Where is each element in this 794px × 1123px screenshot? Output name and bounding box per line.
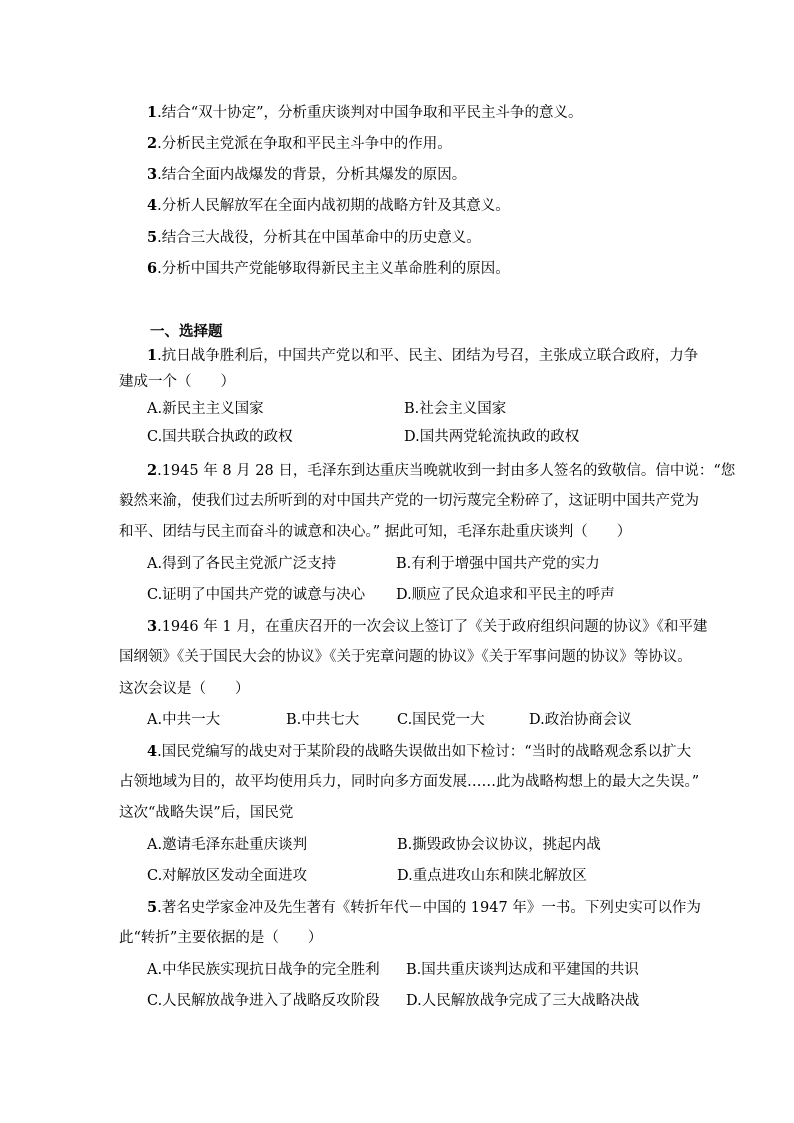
option-c: C.对解放区发动全面进攻 [147, 868, 308, 884]
option-a: A.邀请毛泽东赴重庆谈判 [147, 837, 308, 853]
review-point-number: 3 [147, 166, 158, 183]
question-line: 这次会议是（ ） [119, 681, 250, 697]
question-line: 这次“战略失误”后，国民党 [119, 805, 294, 821]
question-line: 和平、团结与民主而奋斗的诚意和决心。” 据此可知，毛泽东赴重庆谈判（ ） [119, 524, 632, 540]
option-c: C.人民解放战争进入了战略反攻阶段 [147, 993, 380, 1009]
question-number: 2 [147, 462, 158, 479]
question-number: 5 [147, 899, 158, 916]
question-number: 4 [147, 743, 158, 760]
review-point-text: .结合“双十协定”，分析重庆谈判对中国争取和平民主斗争的意义。 [157, 105, 583, 121]
review-point-text: .结合全面内战爆发的背景，分析其爆发的原因。 [157, 167, 467, 183]
option-a: A.新民主主义国家 [147, 401, 264, 417]
review-point [147, 165, 466, 185]
question-line [147, 898, 701, 918]
review-point-number: 6 [147, 260, 158, 277]
question-line [147, 461, 735, 481]
option-b: B.国共重庆谈判达成和平建国的共识 [406, 962, 639, 978]
review-point-text: .分析民主党派在争取和平民主斗争中的作用。 [157, 136, 452, 152]
question-text: .抗日战争胜利后，中国共产党以和平、民主、团结为号召，主张成立联合政府，力争 [157, 348, 699, 364]
option-a: A.中共一大 [147, 712, 221, 728]
review-point-number: 5 [147, 229, 158, 246]
option-c: C.证明了中国共产党的诚意与决心 [147, 587, 366, 603]
question-line [147, 617, 707, 637]
question-text: .1945 年 8 月 28 日，毛泽东到达重庆当晚就收到一封由多人签名的致敬信。信中说：“您 [157, 463, 736, 479]
review-point-number: 1 [147, 104, 158, 121]
review-point [147, 134, 452, 154]
question-line [147, 346, 698, 366]
review-point-number: 2 [147, 135, 158, 152]
question-line: 此“转折”主要依据的是（ ） [119, 930, 323, 946]
review-point-text: .分析人民解放军在全面内战初期的战略方针及其意义。 [157, 198, 510, 214]
question-line: 国纲领》《关于国民大会的协议》《关于宪章问题的协议》《关于军事问题的协议》等协议。 [119, 649, 692, 665]
question-text: .著名史学家金冲及先生著有《转折年代－中国的 1947 年》一书。下列史实可以作为 [157, 900, 701, 916]
review-point-number: 4 [147, 197, 158, 214]
option-a: A.得到了各民主党派广泛支持 [147, 556, 337, 572]
option-d: D.重点进攻山东和陕北解放区 [397, 868, 587, 884]
question-line: 占领地域为目的，故平均使用兵力，同时向多方面发展……此为战略构想上的最大之失误。” [119, 774, 700, 790]
review-point [147, 196, 510, 216]
question-line: 建成一个（ ） [119, 374, 235, 390]
option-d: D.政治协商会议 [529, 712, 632, 728]
section-title: 一、选择题 [150, 323, 223, 340]
option-b: B.中共七大 [286, 712, 360, 728]
question-line [147, 742, 691, 762]
option-a: A.中华民族实现抗日战争的完全胜利 [147, 962, 380, 978]
question-text: .1946 年 1 月，在重庆召开的一次会议上签订了《关于政府组织问题的协议》《和平建 [157, 619, 708, 635]
option-d: D.国共两党轮流执政的政权 [404, 429, 580, 445]
option-b: B.撕毁政协会议协议，挑起内战 [397, 837, 601, 853]
review-point-text: .分析中国共产党能够取得新民主主义革命胜利的原因。 [157, 261, 510, 277]
option-d: D.人民解放战争完成了三大战略决战 [406, 993, 640, 1009]
review-point [147, 259, 510, 279]
option-c: C.国共联合执政的政权 [147, 429, 293, 445]
review-point [147, 103, 583, 123]
question-text: .国民党编写的战史对于某阶段的战略失误做出如下检讨：“当时的战略观念系以扩大 [157, 744, 692, 760]
question-number: 1 [147, 347, 158, 364]
option-c: C.国民党一大 [397, 712, 485, 728]
option-b: B.社会主义国家 [404, 401, 507, 417]
question-line: 毅然来渝，使我们过去所听到的对中国共产党的一切污蔑完全粉碎了，这证明中国共产党为 [119, 493, 699, 509]
review-point-text: .结合三大战役，分析其在中国革命中的历史意义。 [157, 230, 481, 246]
question-number: 3 [147, 618, 158, 635]
option-d: D.顺应了民众追求和平民主的呼声 [396, 587, 615, 603]
review-point [147, 228, 481, 248]
option-b: B.有利于增强中国共产党的实力 [396, 556, 600, 572]
